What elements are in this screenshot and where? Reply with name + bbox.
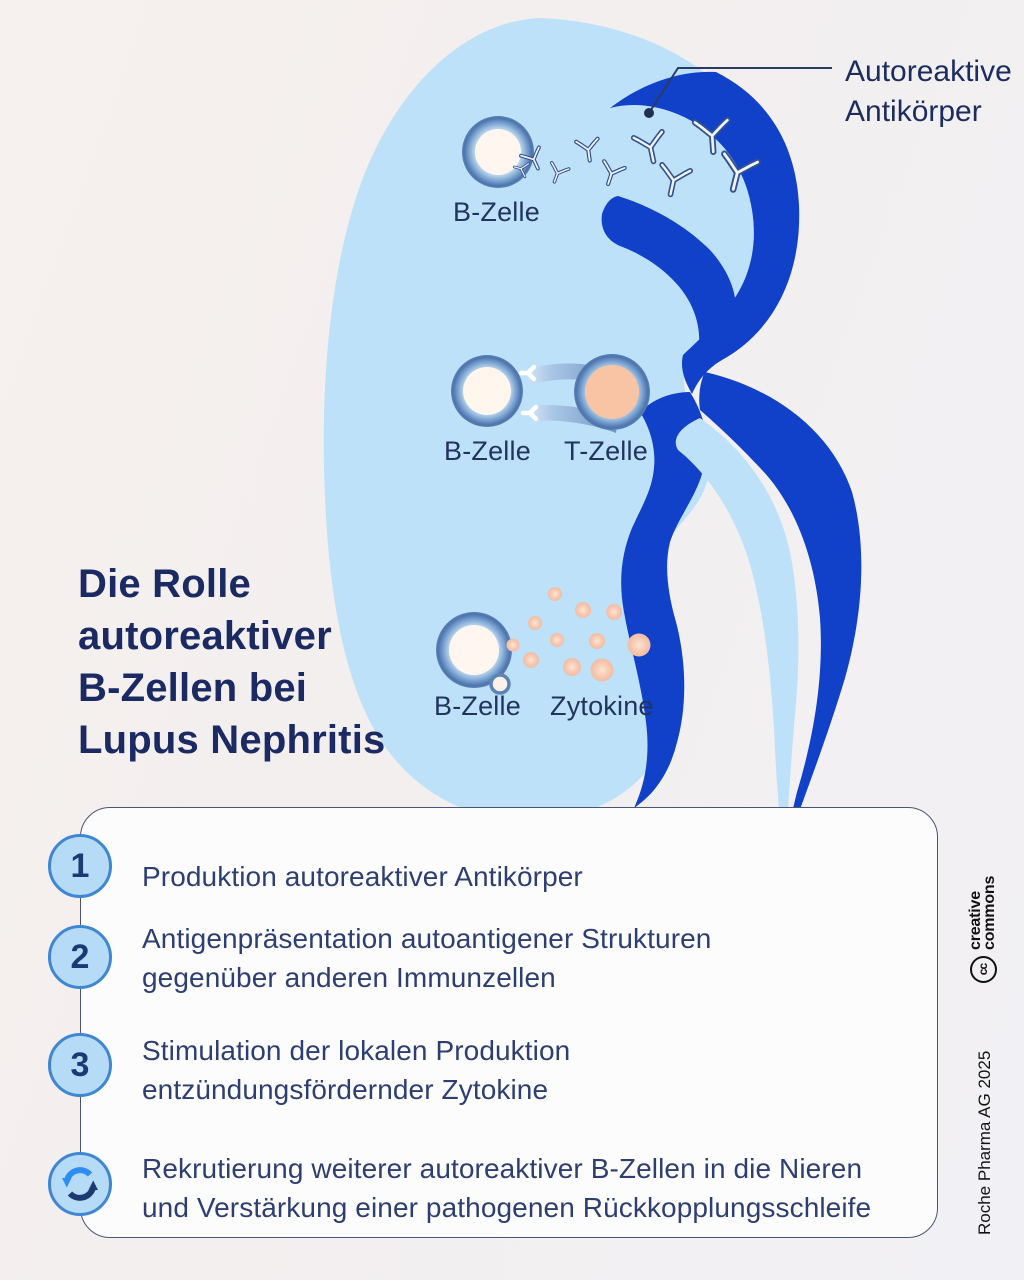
cc-word-2: commons <box>981 875 998 950</box>
label-b-cell-mid: B-Zelle <box>444 436 531 466</box>
t-cell <box>574 354 650 430</box>
step-marker-2 <box>48 925 112 989</box>
credit-block <box>965 1003 1005 1235</box>
callout-line-2: Antikörper <box>845 95 982 128</box>
page-title <box>78 558 385 766</box>
title-line-4: Lupus Nephritis <box>78 718 386 762</box>
cc-word-1: creative <box>966 891 984 950</box>
title-line-2: autoreaktiver <box>78 614 332 658</box>
license-block <box>954 853 1012 983</box>
callout-line-1: Autoreaktive <box>845 55 1012 88</box>
step-3-line-2: entzündungsfördernder Zytokine <box>142 1074 549 1105</box>
step-marker-1 <box>48 834 112 898</box>
label-cytokines: Zytokine <box>550 691 654 721</box>
cc-icon: cc <box>970 956 997 983</box>
step-text-2 <box>142 919 711 997</box>
step-4-line-2: und Verstärkung einer pathogenen Rückkopplungsschleife <box>142 1192 872 1223</box>
credit-text: Roche Pharma AG 2025 <box>975 1050 994 1235</box>
step-4-line-1: Rekrutierung weiterer autoreaktiver B-Zellen in die Nieren <box>142 1153 863 1184</box>
step-number-2: 2 <box>70 937 90 976</box>
cycle-icon <box>60 1164 100 1204</box>
step-2-line-2: gegenüber anderen Immunzellen <box>142 962 556 993</box>
step-marker-4 <box>48 1152 112 1216</box>
step-1-line-1: Produktion autoreaktiver Antikörper <box>142 861 583 892</box>
step-text-1 <box>142 857 583 896</box>
b-cell-mid <box>451 355 523 427</box>
title-line-3: B-Zellen bei <box>78 666 308 710</box>
step-2-line-1: Antigenpräsentation autoantigener Strukturen <box>142 923 712 954</box>
antibody-callout-label <box>845 52 1012 132</box>
step-number-3: 3 <box>70 1045 90 1084</box>
step-3-line-1: Stimulation der lokalen Produktion <box>142 1035 571 1066</box>
cc-wordmark <box>966 875 998 950</box>
step-marker-3 <box>48 1033 112 1097</box>
step-text-4 <box>142 1149 871 1227</box>
title-line-1: Die Rolle <box>78 562 251 606</box>
label-b-cell-top: B-Zelle <box>453 197 540 227</box>
step-text-3 <box>142 1031 570 1109</box>
label-b-cell-bottom: B-Zelle <box>434 691 521 721</box>
label-t-cell: T-Zelle <box>564 436 648 466</box>
step-number-1: 1 <box>70 846 90 885</box>
b-cell-top <box>462 116 534 188</box>
